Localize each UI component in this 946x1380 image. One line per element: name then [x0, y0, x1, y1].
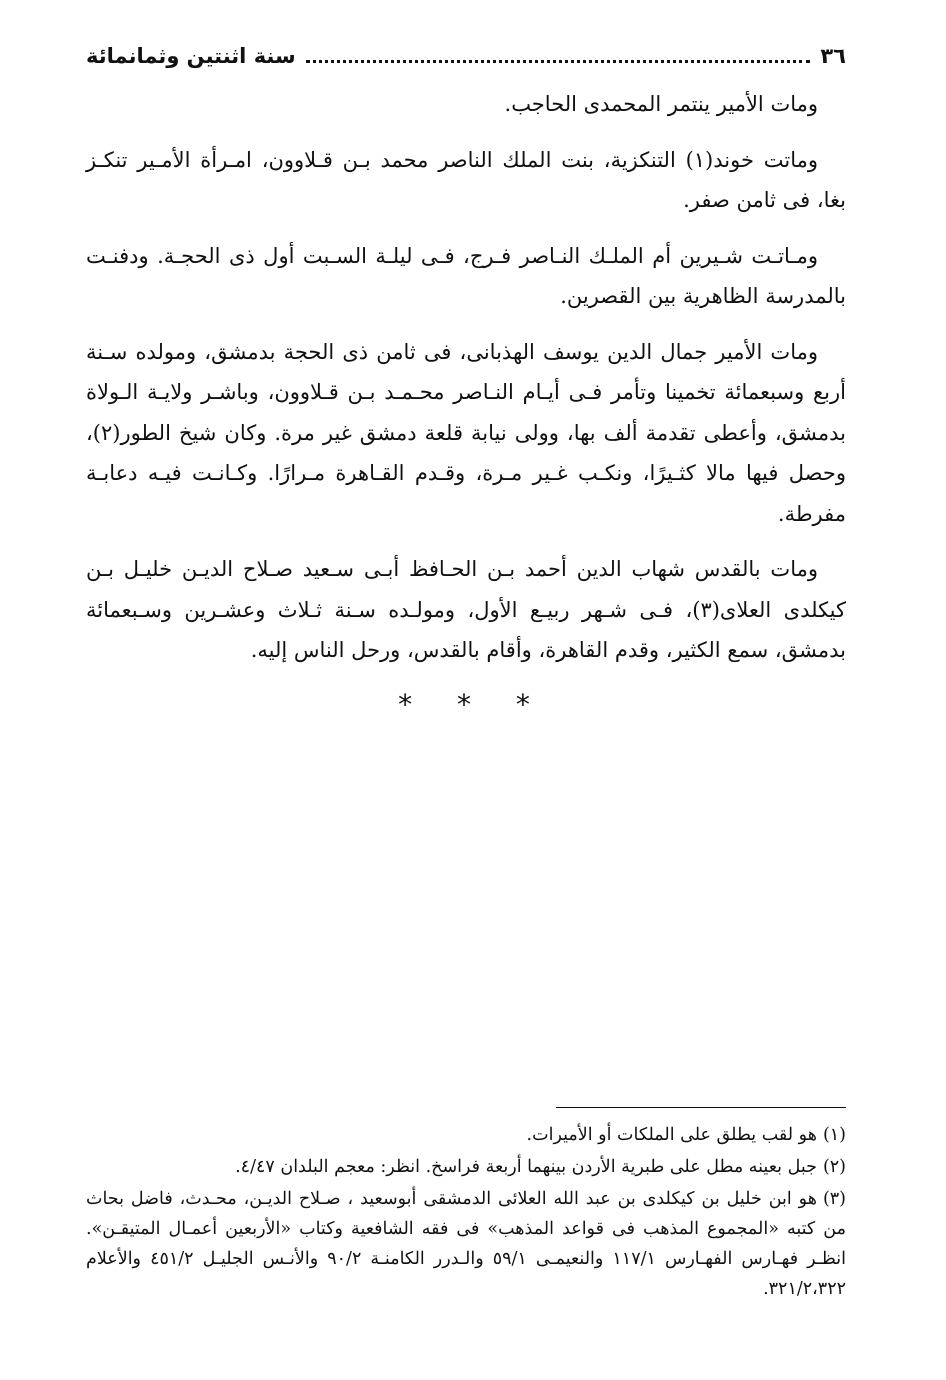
footnote-number: (١): [822, 1125, 846, 1145]
footnote-text: هو ابن خليل بن كيكلدى بن عبد الله العلائى الدمشقى أبوسعيد ، صـلاح الديـن، محـدث، فاضل بحاث من كتبه «المجموع المذهب فى قواعد المذهب» فى فقه الشافعية وكتاب «الأربعين أعمـال المتيقـن». انظـر فهـارس الفهـارس ١١٧/١ والنعيمـى ٥٩/١ والـدرر الكامنـة ٩٠/٢ والأنـس الجليـل ٤٥١/٢ والأعلام ٣٢١/٢،٣٢٢.: [86, 1189, 846, 1299]
page-number: ٣٦: [820, 44, 846, 68]
header-dot-leader: [306, 46, 811, 63]
main-text: [86, 84, 846, 686]
paragraph: ومات بالقدس شهاب الدين أحمد بـن الحـافظ أبـى سـعيد صـلاح الديـن خليـل بـن كيكلدى العلاى(٣)، فـى شـهر ربيـع الأول، ومولـده سـنة ثـلاث وعشـرين وسـبعمائة بدمشق، سمع الكثير، وقدم القاهرة، وأقام بالقدس، ورحل الناس إليه.: [86, 557, 846, 662]
paragraph: ومات الأمير ينتمر المحمدى الحاجب.: [504, 92, 818, 116]
footnote-text: هو لقب يطلق على الملكات أو الأميرات.: [526, 1125, 817, 1145]
paragraph: وماتت خوند(١) التنكزية، بنت الملك الناصر محمد بـن قـلاوون، امـرأة الأمـير تنكـز بغا، فى ثامن صفر.: [86, 147, 846, 212]
footnote: [86, 1184, 846, 1304]
footnote-number: (٣): [822, 1189, 846, 1209]
footnotes: [86, 1120, 846, 1306]
section-separator: * * *: [398, 688, 548, 721]
page-header: [86, 44, 846, 68]
footnote: [86, 1120, 846, 1150]
footnote-number: (٢): [822, 1157, 846, 1177]
running-title: سنة اثنتين وثمانمائة: [86, 44, 296, 68]
footnote: [86, 1152, 846, 1182]
paragraph: ومات الأمير جمال الدين يوسف الهذبانى، فى ثامن ذى الحجة بدمشق، ومولده سـنة أربع وسبعمائة تخمينا وتأمر فـى أيـام النـاصر محـمـد بـن قـلاوون، وباشـر ولايـة الـولاة بدمشق، وأعطى تقدمة ألف بها، وولى نيابة قلعة دمشق غير مرة. وكان شيخ الطور(٢)، وحصل فيها مالا كثـيرًا، ونكـب غـير مـرة، وقـدم القـاهرة مـرارًا. وكـانـت فيـه دعابـة مفرطة.: [86, 339, 846, 526]
footnote-text: جبل بعينه مطل على طبرية الأردن بينهما أربعة فراسخ. انظر: معجم البلدان ٤/٤٧.: [235, 1157, 817, 1177]
footnote-divider: [556, 1107, 846, 1108]
paragraph: ومـاتـت شـيرين أم الملـك النـاصر فـرج، فـى ليلـة السـبت أول ذى الحجـة. ودفنـت بالمدرسة الظاهرية بين القصرين.: [86, 243, 846, 308]
